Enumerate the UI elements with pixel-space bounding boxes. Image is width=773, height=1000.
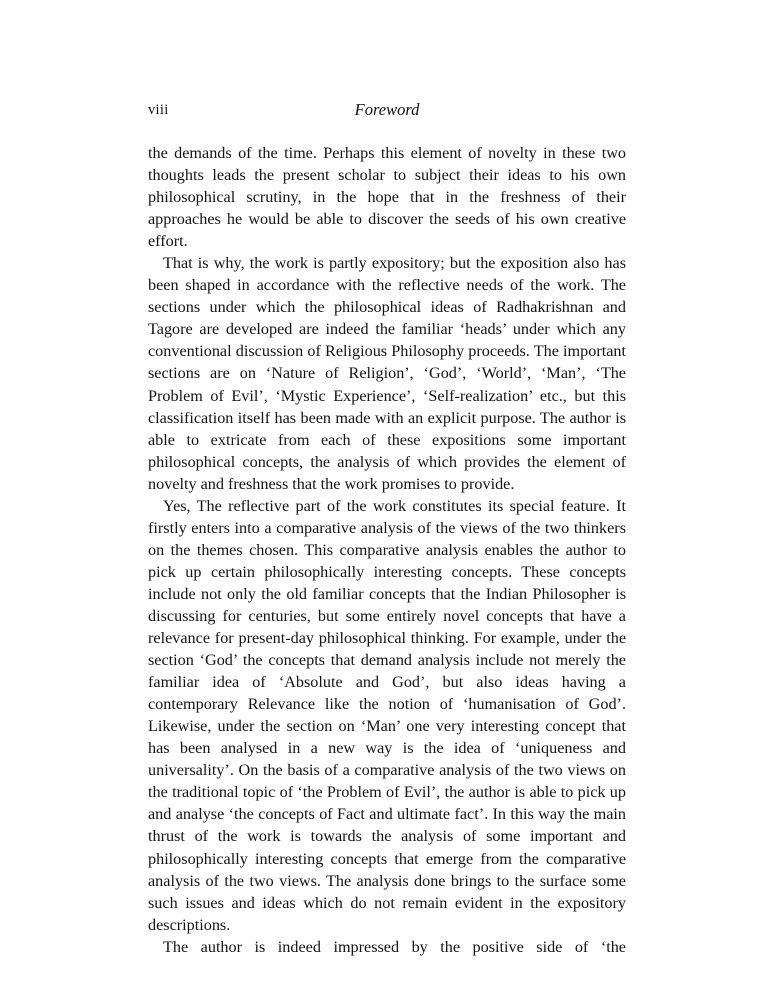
body-copy <box>148 142 626 980</box>
text-block <box>148 100 626 980</box>
running-head-title: Foreword <box>354 100 420 119</box>
paragraph: the demands of the time. Perhaps this element of novelty in these two thoughts leads the present scholar to subject their ideas to his own philosophical scrutiny, in the hope that in the freshness of their approaches he would be able to discover the seeds of his own creative effort. <box>148 144 626 251</box>
running-head <box>148 100 626 130</box>
paragraph: The author is indeed impressed by the positive side of ‘the <box>163 937 626 956</box>
paragraph: Yes, The reflective part of the work constitutes its special feature. It firstly enters into a comparative analysis of the views of the two thinkers on the themes chosen. This comparative analysis enables the author to pick up certain philosophically interesting concepts. These concepts include not only the old familiar concepts that the Indian Philosopher is discussing for centuries, but some entirely novel concepts that have a relevance for present-day philosophical thinking. For example, under the section ‘God’ the concepts that demand analysis include not merely the familiar idea of ‘Absolute and God’, but also ideas having a contemporary Relevance like the notion of ‘humanisation of God’. Likewise, under the section on ‘Man’ one very interesting concept that has been analysed in a new way is the idea of ‘uniqueness and universality’. On the basis of a comparative analysis of the two views on the traditional topic of ‘the Problem of Evil’, the author is able to pick up and analyse ‘the concepts of Fact and ultimate fact’. In this way the main thrust of the work is towards the analysis of some important and philosophically interesting concepts that emerge from the comparative analysis of the two views. The analysis done brings to the surface some such issues and ideas which do not remain evident in the expository descriptions. <box>148 496 626 934</box>
paragraph: That is why, the work is partly expository; but the exposition also has been shaped in accordance with the reflective needs of the work. The sections under which the philosophical ideas of Radhakrishnan and Tagore are developed are indeed the familiar ‘heads’ under which any conventional discussion of Religious Philosophy proceeds. The important sections are on ‘Nature of Religion’, ‘God’, ‘World’, ‘Man’, ‘The Problem of Evil’, ‘Mystic Experience’, ‘Self-realization’ etc., but this classification itself has been made with an explicit purpose. The author is able to extricate from each of these expositions some important philosophical concepts, the analysis of which provides the element of novelty and freshness that the work promises to provide. <box>148 254 626 493</box>
page-number: viii <box>148 102 169 118</box>
